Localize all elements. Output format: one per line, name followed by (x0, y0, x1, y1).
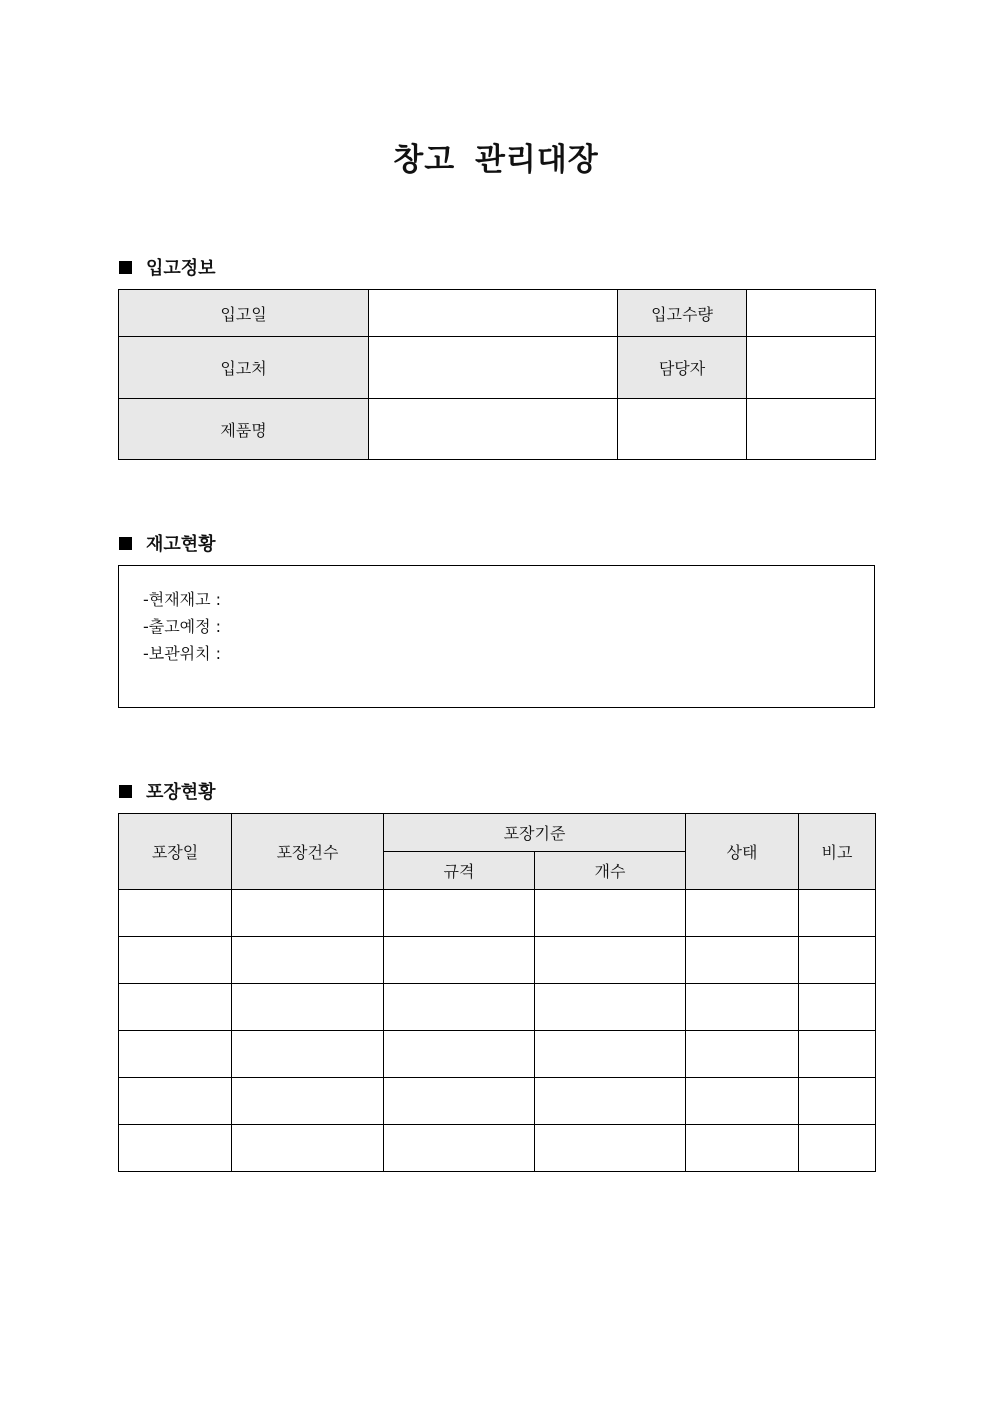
square-bullet-icon (119, 537, 132, 550)
section-title: 입고정보 (146, 258, 216, 279)
table-row (119, 1125, 876, 1172)
note-cell[interactable] (799, 1031, 876, 1078)
packing-date-cell[interactable] (119, 984, 232, 1031)
inbound-qty-label: 입고수량 (618, 290, 747, 337)
section-heading-inbound (119, 254, 216, 280)
table-header-row (119, 814, 876, 852)
packing-count-cell[interactable] (232, 1031, 384, 1078)
packing-status-table (118, 813, 876, 1172)
qty-cell[interactable] (535, 890, 686, 937)
spec-cell[interactable] (384, 890, 535, 937)
packing-date-cell[interactable] (119, 937, 232, 984)
section-heading-packing (119, 778, 216, 804)
packing-count-cell[interactable] (232, 1078, 384, 1125)
manager-field[interactable] (747, 337, 876, 399)
status-cell[interactable] (686, 984, 799, 1031)
status-cell[interactable] (686, 937, 799, 984)
spec-cell[interactable] (384, 1078, 535, 1125)
note-cell[interactable] (799, 890, 876, 937)
status-cell[interactable] (686, 890, 799, 937)
qty-cell[interactable] (535, 937, 686, 984)
inbound-source-field[interactable] (369, 337, 618, 399)
page-title: 창고 관리대장 (393, 142, 599, 178)
inbound-source-label: 입고처 (119, 337, 369, 399)
packing-count-cell[interactable] (232, 890, 384, 937)
status-header: 상태 (686, 814, 799, 890)
table-row (119, 890, 876, 937)
section-heading-stock (119, 530, 216, 556)
packing-date-cell[interactable] (119, 1031, 232, 1078)
spec-cell[interactable] (384, 937, 535, 984)
square-bullet-icon (119, 785, 132, 798)
current-stock-line: -현재재고 : (143, 590, 222, 609)
table-row (119, 1031, 876, 1078)
scheduled-outbound-line: -출고예정 : (143, 617, 222, 636)
note-header: 비고 (799, 814, 876, 890)
status-cell[interactable] (686, 1078, 799, 1125)
table-row (119, 290, 876, 337)
note-cell[interactable] (799, 1125, 876, 1172)
blank-cell[interactable] (747, 399, 876, 460)
qty-cell[interactable] (535, 984, 686, 1031)
spec-cell[interactable] (384, 1125, 535, 1172)
status-cell[interactable] (686, 1031, 799, 1078)
inbound-date-label: 입고일 (119, 290, 369, 337)
product-name-field[interactable] (369, 399, 618, 460)
storage-location-line: -보관위치 : (143, 644, 222, 663)
inbound-info-table (118, 289, 876, 460)
note-cell[interactable] (799, 1078, 876, 1125)
table-row (119, 984, 876, 1031)
packing-date-cell[interactable] (119, 1125, 232, 1172)
packing-date-cell[interactable] (119, 890, 232, 937)
inbound-qty-field[interactable] (747, 290, 876, 337)
packing-date-header: 포장일 (119, 814, 232, 890)
packing-standard-header: 포장기준 (384, 814, 686, 852)
table-row (119, 1078, 876, 1125)
table-row (119, 937, 876, 984)
packing-date-cell[interactable] (119, 1078, 232, 1125)
qty-cell[interactable] (535, 1031, 686, 1078)
blank-cell[interactable] (618, 399, 747, 460)
table-row (119, 337, 876, 399)
qty-header: 개수 (535, 852, 686, 890)
packing-table-body (119, 890, 876, 1172)
qty-cell[interactable] (535, 1125, 686, 1172)
status-cell[interactable] (686, 1125, 799, 1172)
section-title: 포장현황 (146, 782, 216, 803)
product-name-label: 제품명 (119, 399, 369, 460)
packing-count-cell[interactable] (232, 984, 384, 1031)
note-cell[interactable] (799, 937, 876, 984)
qty-cell[interactable] (535, 1078, 686, 1125)
note-cell[interactable] (799, 984, 876, 1031)
table-row (119, 399, 876, 460)
inbound-date-field[interactable] (369, 290, 618, 337)
spec-cell[interactable] (384, 1031, 535, 1078)
manager-label: 담당자 (618, 337, 747, 399)
section-title: 재고현황 (146, 534, 216, 555)
packing-count-cell[interactable] (232, 937, 384, 984)
packing-count-header: 포장건수 (232, 814, 384, 890)
spec-cell[interactable] (384, 984, 535, 1031)
spec-header: 규격 (384, 852, 535, 890)
square-bullet-icon (119, 261, 132, 274)
stock-status-box[interactable] (118, 565, 875, 708)
packing-count-cell[interactable] (232, 1125, 384, 1172)
